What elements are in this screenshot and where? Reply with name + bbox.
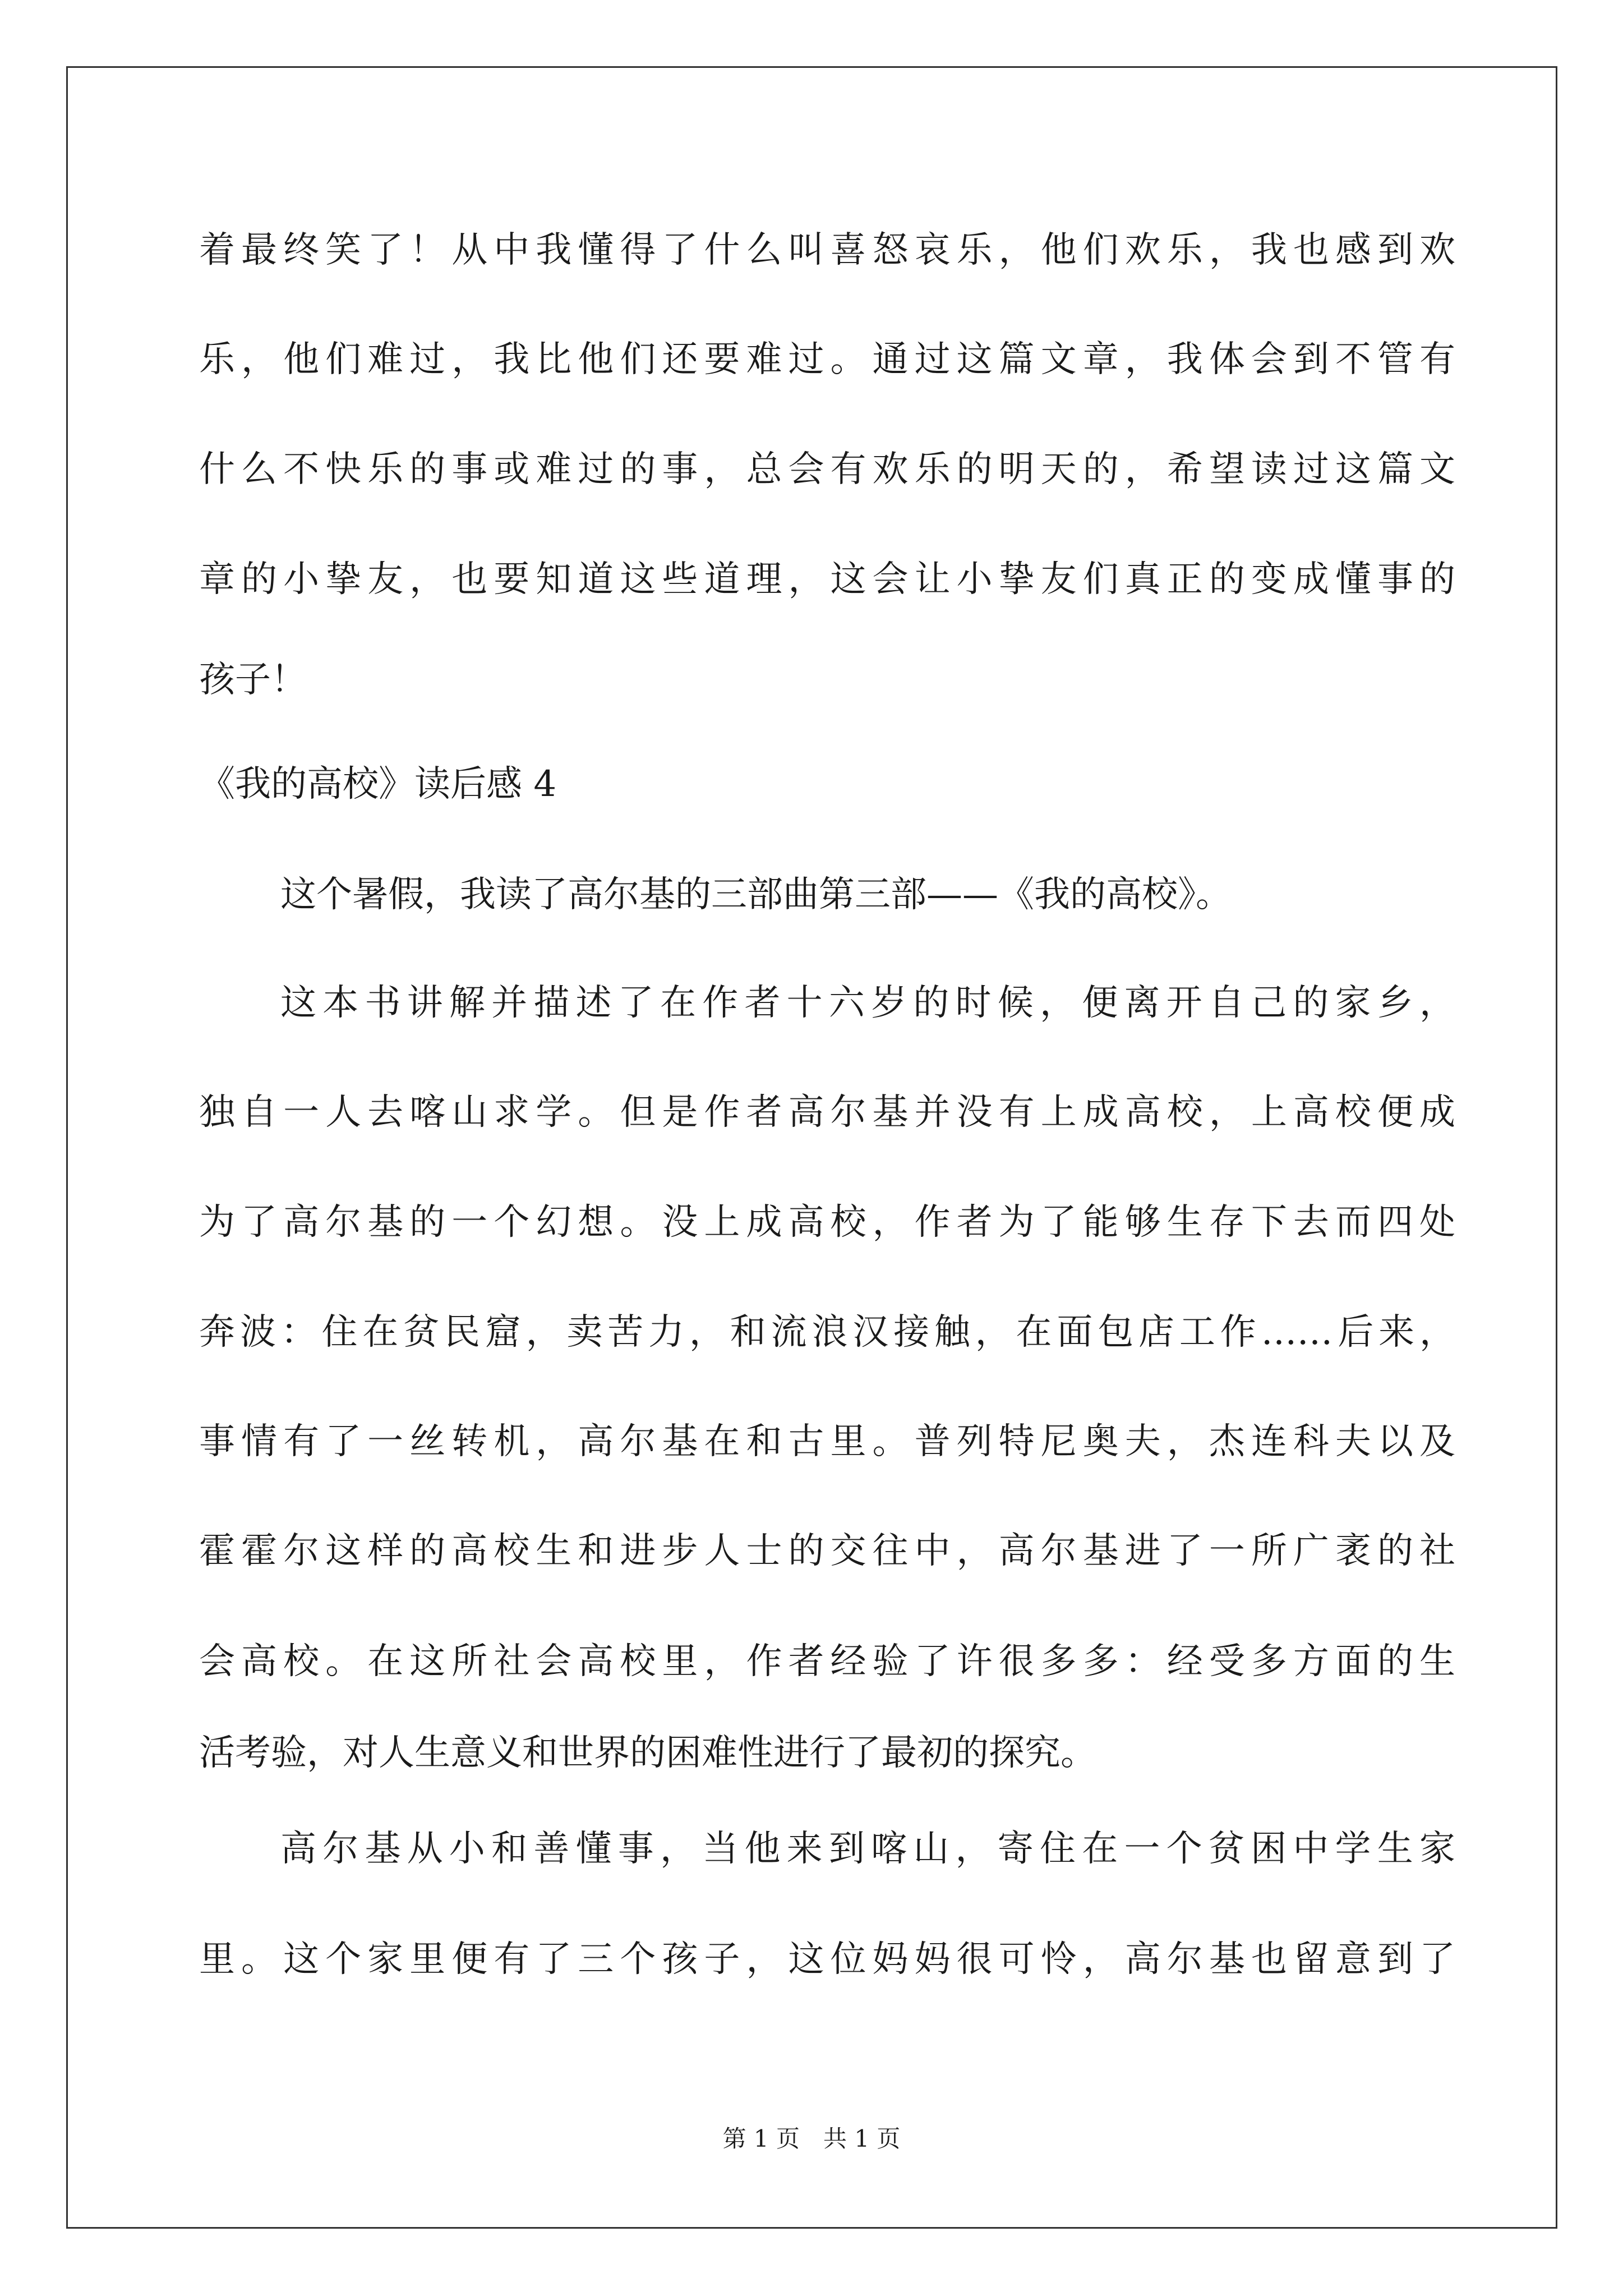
text-line-14: 会高校。在这所社会高校里，作者经验了许很多多：经受多方面的生: [199, 1641, 1455, 1682]
text-line-13: 霍霍尔这样的高校生和进步人士的交往中，高尔基进了一所广袤的社: [199, 1530, 1455, 1572]
text-line-5: 孩子！: [199, 659, 307, 701]
section-heading: 《我的高校》读后感 4: [199, 763, 557, 805]
text-line-3: 什么不快乐的事或难过的事，总会有欢乐的明天的，希望读过这篇文: [199, 449, 1455, 490]
page-footer: 第 1 页 共 1 页: [722, 2125, 901, 2152]
text-line-11: 奔波：住在贫民窟，卖苦力，和流浪汉接触，在面包店工作……后来，: [199, 1312, 1455, 1353]
text-line-9: 独自一人去喀山求学。但是作者高尔基并没有上成高校，上高校便成: [199, 1092, 1455, 1133]
text-line-8: 这本书讲解并描述了在作者十六岁的时候，便离开自己的家乡，: [280, 982, 1455, 1024]
text-line-10: 为了高尔基的一个幻想。没上成高校，作者为了能够生存下去而四处: [199, 1202, 1455, 1243]
text-line-2: 乐，他们难过，我比他们还要难过。通过这篇文章，我体会到不管有: [199, 339, 1455, 380]
text-line-16: 高尔基从小和善懂事，当他来到喀山，寄住在一个贫困中学生家: [280, 1828, 1455, 1870]
text-line-7: 这个暑假，我读了高尔基的三部曲第三部——《我的高校》。: [280, 874, 1232, 915]
text-line-17: 里。这个家里便有了三个孩子，这位妈妈很可怜，高尔基也留意到了: [199, 1939, 1455, 1980]
text-line-1: 着最终笑了！从中我懂得了什么叫喜怒哀乐，他们欢乐，我也感到欢: [199, 229, 1455, 271]
text-line-15: 活考验，对人生意义和世界的困难性进行了最初的探究。: [199, 1732, 1096, 1774]
page-border: [66, 66, 1557, 2229]
text-line-4: 章的小挚友，也要知道这些道理，这会让小挚友们真正的变成懂事的: [199, 559, 1455, 600]
text-line-12: 事情有了一丝转机，高尔基在和古里。普列特尼奥夫，杰连科夫以及: [199, 1421, 1455, 1462]
